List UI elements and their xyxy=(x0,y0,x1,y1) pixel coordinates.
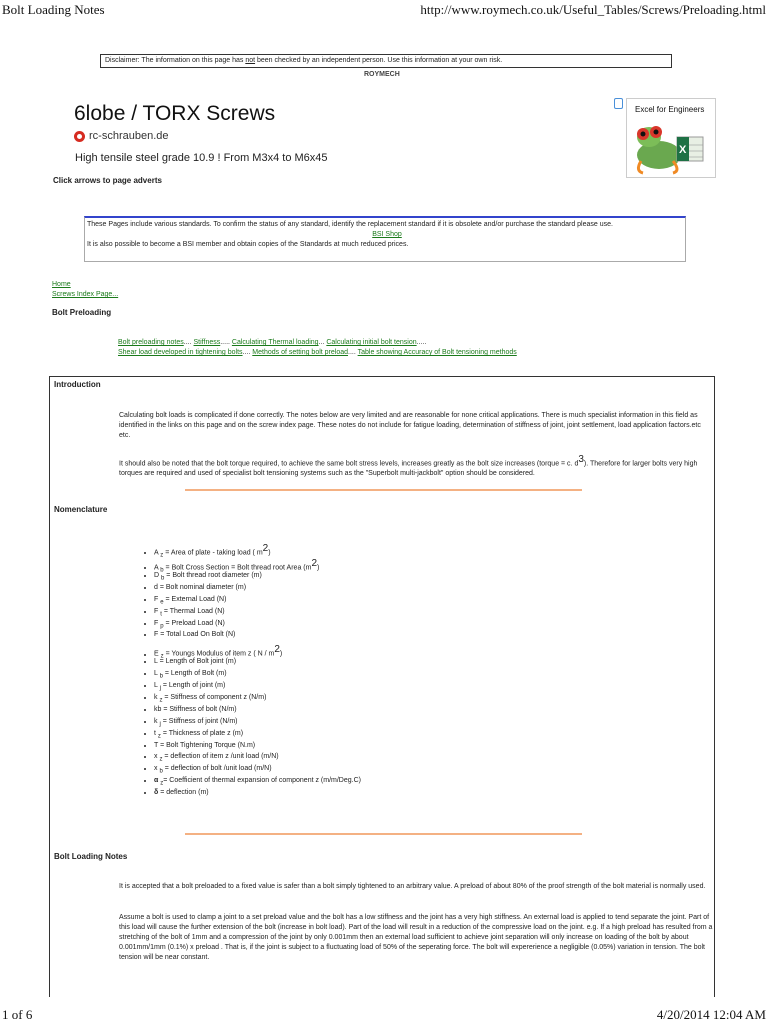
print-header-title: Bolt Loading Notes xyxy=(2,2,105,17)
nomenclature-description: = Thickness of plate z (m) xyxy=(160,729,244,737)
nomenclature-subscript: b xyxy=(161,575,165,582)
nomenclature-description: = deflection of bolt /unit load (m/N) xyxy=(162,765,272,773)
print-footer-page: 1 of 6 xyxy=(2,1007,33,1022)
nomenclature-symbol: kb xyxy=(154,705,162,713)
nomenclature-subscript: e xyxy=(160,599,164,606)
nomenclature-symbol: k xyxy=(154,694,158,702)
brand-label: ROYMECH xyxy=(364,71,400,78)
disclaimer-text-not: not xyxy=(245,57,256,64)
nomenclature-description: = Bolt Tightening Torque (N.m) xyxy=(158,741,256,749)
nomenclature-item xyxy=(154,775,361,787)
nomenclature-item xyxy=(154,540,361,559)
nomenclature-item xyxy=(154,728,361,740)
nomenclature-description: = Youngs Modulus of item z ( N / m xyxy=(163,650,275,658)
nomenclature-superscript: 2 xyxy=(262,543,269,554)
bsi-shop-link[interactable]: BSI Shop xyxy=(372,231,402,238)
introduction-para-2-text-end: ). Therefore for larger bolts very high torques are required and used of specialist bolt tensioning systems such as the "Superbolt multi-jackbolt" option should be considered. xyxy=(119,460,698,478)
nomenclature-symbol: A xyxy=(154,564,159,572)
nomenclature-item xyxy=(154,763,361,775)
toc-link-thermal-loading[interactable]: Calculating Thermal loading xyxy=(231,339,319,346)
page-title: Bolt Preloading xyxy=(52,308,112,317)
nomenclature-description: = Length of joint (m) xyxy=(160,682,226,690)
nomenclature-description: = Stiffness of component z (N/m) xyxy=(162,694,267,702)
nomenclature-symbol: L xyxy=(154,670,158,678)
nomenclature-item xyxy=(154,641,361,661)
nomenclature-subscript: b xyxy=(160,567,164,574)
nomenclature-description: = Bolt thread root diameter (m) xyxy=(164,572,262,579)
nomenclature-symbol: F xyxy=(154,595,159,603)
disclaimer-box xyxy=(100,54,672,68)
nomenclature-subscript: z xyxy=(159,756,163,763)
nomenclature-item xyxy=(154,704,361,716)
nomenclature-subscript: p xyxy=(160,622,164,629)
nomenclature-description: = Coefficient of thermal expansion of component z (m/m/Deg.C) xyxy=(163,777,361,785)
nomenclature-subscript: b xyxy=(159,768,163,775)
bolt-loading-notes-title: Bolt Loading Notes xyxy=(54,852,128,861)
nomenclature-symbol: L xyxy=(154,682,158,690)
nomenclature-item xyxy=(154,606,361,618)
nomenclature-subscript: z xyxy=(160,654,164,661)
breadcrumb xyxy=(52,280,118,300)
nomenclature-symbol: T xyxy=(154,741,159,749)
advert-title[interactable]: 6lobe / TORX Screws xyxy=(74,102,276,125)
disclaimer-text-end: been checked by an independent person. Use this information at your own risk. xyxy=(255,57,503,64)
print-footer-datetime: 4/20/2014 12:04 AM xyxy=(656,1007,766,1022)
frog-icon xyxy=(627,117,713,177)
toc-link-shear-load[interactable]: Shear load developed in tightening bolts xyxy=(118,349,243,356)
breadcrumb-screws-index-link[interactable]: Screws Index Page... xyxy=(52,291,119,298)
nomenclature-end: ) xyxy=(279,650,283,658)
nomenclature-item xyxy=(154,692,361,704)
toc-link-initial-tension[interactable]: Calculating initial bolt tension xyxy=(326,339,417,346)
nomenclature-subscript: z xyxy=(160,780,164,787)
nomenclature-item xyxy=(154,680,361,692)
nomenclature-description: = Total Load On Bolt (N) xyxy=(158,631,236,639)
nomenclature-symbol: E xyxy=(154,650,159,658)
nomenclature-symbol: δ xyxy=(154,789,159,797)
nomenclature-item xyxy=(154,618,361,630)
nomenclature-item xyxy=(154,656,361,668)
nomenclature-item xyxy=(154,668,361,680)
toc-link-preloading-notes[interactable]: Bolt preloading notes xyxy=(118,339,184,346)
cube-superscript: 3 xyxy=(578,454,584,465)
introduction-title: Introduction xyxy=(54,380,101,389)
bolt-loading-notes-para-1: It is accepted that a bolt preloaded to a fixed value is safer than a bolt simply tightened to an arbitrary value. A preload of about 80% of the proof strength of the bolt material is normally used. xyxy=(119,883,706,890)
nomenclature-symbol: F xyxy=(154,619,159,627)
introduction-para-2-text: It should also be noted that the bolt torque required, to achieve the same bolt stress levels, increases greatly as the bolt size increases (torque = c. d xyxy=(119,460,579,468)
nomenclature-item xyxy=(154,740,361,752)
excel-for-engineers-ad[interactable] xyxy=(626,98,716,178)
nomenclature-description: = External Load (N) xyxy=(163,595,227,603)
breadcrumb-home-link[interactable]: Home xyxy=(52,281,71,288)
advert-source[interactable]: rc-schrauben.de xyxy=(89,130,169,142)
nomenclature-superscript: 2 xyxy=(311,558,318,569)
nomenclature-end: ) xyxy=(268,549,271,557)
nomenclature-subscript: j xyxy=(159,685,161,692)
introduction-para-2 xyxy=(119,455,713,479)
nomenclature-subscript: z xyxy=(159,697,163,704)
adchoices-icon[interactable] xyxy=(614,98,623,109)
bolt-loading-notes-para-2: Assume a bolt is used to clamp a joint to a set preload value and the bolt has a low stiffness and the joint has a very high stiffness. An external load is applied to tend separate the joint. Part of this load will cause the further extension of the bolt (increase in bolt load). Part of the load will result in a reduction of the compressive load on the joint. e.g. If a high preload has resulted from a stretching of the bolt of 1mm and a compression of the joint by only 0.001mm then an external load sufficient to achieve joint separation will only increase on loading of the bolt by about 0.001mm/1mm (0.1%) x preload . That is, if the joint is subject to a fluctuating load of 50% of the seperating force. The bolt will expererience a negligible (0.05%) variation in tension. The bolt tension will be near constant. xyxy=(119,914,713,961)
section-separator xyxy=(185,833,582,835)
nomenclature-description: = Bolt nominal diameter (m) xyxy=(157,583,247,591)
nomenclature-symbol: α xyxy=(154,777,159,785)
toc-link-methods-preload[interactable]: Methods of setting bolt preload xyxy=(252,349,349,356)
nomenclature-symbol: k xyxy=(154,717,158,725)
advert-hint: Click arrows to page adverts xyxy=(53,176,162,185)
nomenclature-symbol: F xyxy=(154,631,159,639)
nomenclature-subscript: t xyxy=(160,611,162,618)
nomenclature-symbol: x xyxy=(154,765,158,773)
toc: Bolt preloading notes.... Stiffness..... Calculating Thermal loading... Calculating initial bolt tension..... Shear load developed in tightening bolts.... Methods of setting bolt preload.... Table showing Accuracy of Bolt tensioning methods xyxy=(118,339,517,356)
nomenclature-symbol: d xyxy=(154,583,158,591)
standards-text-2: It is also possible to become a BSI member and obtain copies of the Standards at much reduced prices. xyxy=(87,241,409,248)
advert-source-icon xyxy=(74,131,85,142)
nomenclature-description: = Length of Bolt (m) xyxy=(162,670,227,678)
standards-box xyxy=(84,216,686,262)
standards-text-1: These Pages include various standards. To confirm the status of any standard, identify the replacement standard if it is obsolete and/or purchase the standard please use. xyxy=(87,221,613,228)
nomenclature-symbol: x xyxy=(154,753,158,761)
svg-text:X: X xyxy=(679,144,687,156)
nomenclature-symbol: D xyxy=(154,572,160,579)
nomenclature-title: Nomenclature xyxy=(54,505,108,514)
nomenclature-subscript: j xyxy=(159,721,161,728)
nomenclature-list xyxy=(140,540,361,799)
nomenclature-subscript: z xyxy=(157,733,161,740)
nomenclature-end: ) xyxy=(317,564,320,572)
excel-ad-label: Excel for Engineers xyxy=(635,105,705,114)
nomenclature-symbol: A xyxy=(154,549,159,557)
nomenclature-description: = deflection (m) xyxy=(158,789,209,797)
nomenclature-description: = Preload Load (N) xyxy=(163,619,225,627)
advert-panel[interactable] xyxy=(62,96,618,176)
nomenclature-subscript: b xyxy=(159,673,163,680)
nomenclature-description: = Stiffness of joint (N/m) xyxy=(160,717,238,725)
nomenclature-item xyxy=(154,787,361,799)
nomenclature-description: = deflection of item z /unit load (m/N) xyxy=(162,753,279,761)
nomenclature-description: = Stiffness of bolt (N/m) xyxy=(161,705,237,713)
advert-description: High tensile steel grade 10.9 ! From M3x4 to M6x45 xyxy=(75,152,328,164)
nomenclature-item xyxy=(154,594,361,606)
introduction-para-1: Calculating bolt loads is complicated if done correctly. The notes below are very limited and are reasonable for none critical applications. There is much specialist information in this field as identified in the links on this page and on the screw index page. These notes do not include for fatigue loading, determination of stiffness of joint, joint settlement, load application factors.etc etc. xyxy=(119,412,701,439)
nomenclature-subscript: z xyxy=(160,552,164,559)
nomenclature-symbol: L xyxy=(154,658,158,666)
nomenclature-description: = Length of Bolt joint (m) xyxy=(157,658,237,666)
nomenclature-superscript: 2 xyxy=(274,644,280,656)
nomenclature-description: = Thermal Load (N) xyxy=(161,607,225,615)
nomenclature-item xyxy=(154,716,361,728)
print-header-url: http://www.roymech.co.uk/Useful_Tables/Screws/Preloading.html xyxy=(420,2,766,17)
disclaimer-text-start: Disclaimer: The information on this page has xyxy=(105,57,246,64)
nomenclature-item xyxy=(154,751,361,763)
toc-link-stiffness[interactable]: Stiffness xyxy=(193,339,221,346)
nomenclature-item xyxy=(154,629,361,641)
nomenclature-symbol: F xyxy=(154,607,159,615)
nomenclature-item xyxy=(154,582,361,594)
nomenclature-description: = Area of plate - taking load ( m xyxy=(163,549,263,557)
nomenclature-description: = Bolt Cross Section = Bolt thread root Area (m xyxy=(163,564,312,572)
section-separator xyxy=(185,489,582,491)
toc-link-accuracy-table[interactable]: Table showing Accuracy of Bolt tensioning methods xyxy=(357,349,517,356)
nomenclature-symbol: t xyxy=(154,729,156,737)
